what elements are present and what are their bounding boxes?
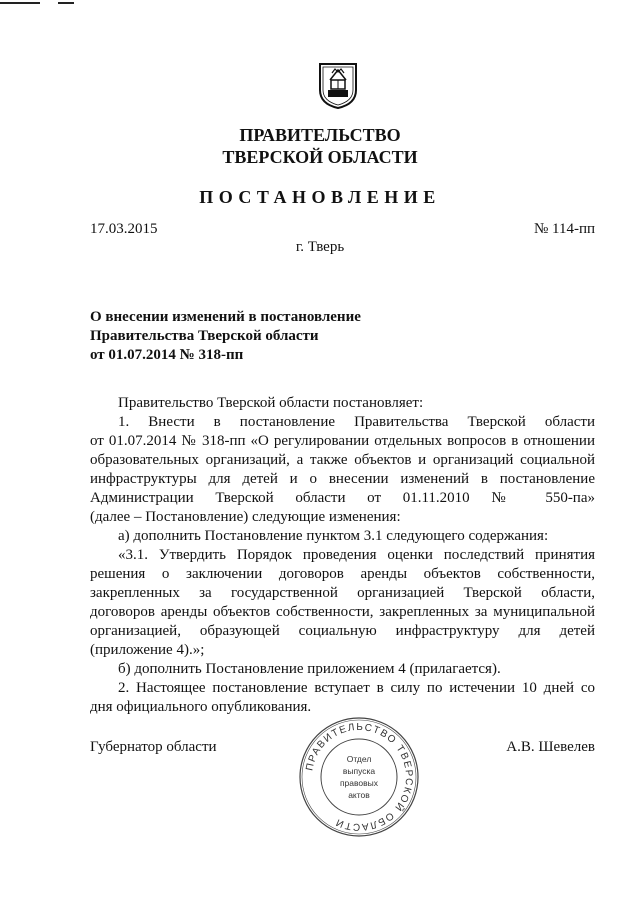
subject-line: О внесении изменений в постановление xyxy=(90,309,361,325)
body-line: (приложение 4).»; xyxy=(90,642,205,658)
stamp-center-line: правовых xyxy=(339,778,379,788)
body-line: образовательных организаций, а также объектов и организаций социальной xyxy=(90,452,595,468)
tver-coat-of-arms-icon xyxy=(318,60,358,110)
signatory-title: Губернатор области xyxy=(90,739,217,755)
body-line: организацией, образующей социальную инфраструктуру для детей xyxy=(90,623,595,639)
body-line: закрепленных за государственной организацией Тверской области, xyxy=(90,585,595,601)
body-line: решения о заключении договоров аренды объектов собственности, xyxy=(90,566,595,582)
official-stamp xyxy=(298,716,420,838)
body-line: а) дополнить Постановление пунктом 3.1 следующего содержания: xyxy=(118,528,549,544)
body-line: договоров аренды объектов собственности, закрепленных за муниципальной xyxy=(90,604,595,620)
resolution-body xyxy=(90,394,595,717)
body-line: «3.1. Утвердить Порядок проведения оценки последствий принятия xyxy=(118,547,595,563)
stamp-ring-text: ПРАВИТЕЛЬСТВО ТВЕРСКОЙ ОБЛАСТИ xyxy=(304,721,415,833)
subject-line: Правительства Тверской области xyxy=(90,328,319,344)
body-line: б) дополнить Постановление приложением 4 (прилагается). xyxy=(118,661,501,677)
body-line: Администрации Тверской области от 01.11.2010 № 550-па» xyxy=(90,490,595,506)
stamp-center-line: Отдел xyxy=(346,754,372,764)
document-date: 17.03.2015 xyxy=(90,221,158,237)
issuer-name-line2: ТВЕРСКОЙ ОБЛАСТИ xyxy=(222,147,418,167)
body-line: 2. Настоящее постановление вступает в силу по истечении 10 дней со xyxy=(118,680,595,696)
document-city: г. Тверь xyxy=(295,239,345,255)
body-line: дня официального опубликования. xyxy=(90,699,312,715)
signatory-name: А.В. Шевелев xyxy=(506,739,595,755)
scan-edge-mark xyxy=(0,2,40,4)
stamp-center-line: актов xyxy=(348,790,370,800)
stamp-center-line: выпуска xyxy=(342,766,376,776)
stamp-seal-icon xyxy=(298,716,420,838)
issuer-name-line1: ПРАВИТЕЛЬСТВО xyxy=(239,125,401,145)
document-number: № 114-пп xyxy=(533,221,595,237)
subject-line: от 01.07.2014 № 318-пп xyxy=(90,347,244,363)
body-line: (далее – Постановление) следующие изменения: xyxy=(90,509,401,525)
body-line: 1. Внести в постановление Правительства Тверской области xyxy=(118,414,595,430)
scan-edge-mark xyxy=(58,2,74,4)
body-line: инфраструктуры для детей и о внесении изменений в постановление xyxy=(90,471,595,487)
document-type-title: ПОСТАНОВЛЕНИЕ xyxy=(199,187,441,207)
body-line: Правительство Тверской области постановляет: xyxy=(118,395,424,411)
body-line: от 01.07.2014 № 318-пп «О регулировании отдельных вопросов в отношении xyxy=(90,433,595,449)
